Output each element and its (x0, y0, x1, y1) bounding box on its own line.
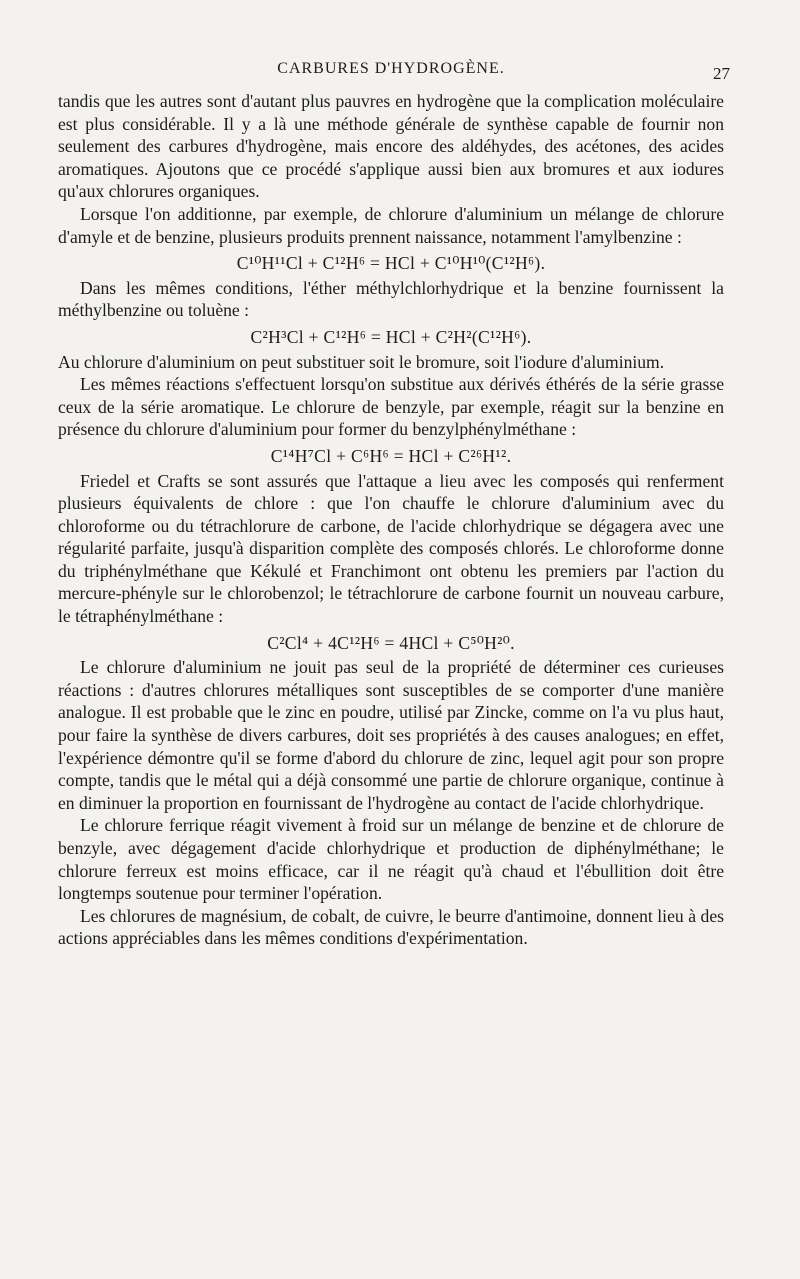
page-body (58, 90, 724, 950)
paragraph: Les mêmes réactions s'effectuent lorsqu'on substitue aux dérivés éthérés de la série grasse ceux de la série aromatique. Le chlorure de benzyle, par exemple, réagit sur la benzine en présence du chlorure d'aluminium pour former du benzylphénylméthane : (58, 374, 724, 440)
paragraph: Lorsque l'on additionne, par exemple, de chlorure d'aluminium un mélange de chlorure d'amyle et de benzine, plusieurs produits prennent naissance, notamment l'amylbenzine : (58, 203, 724, 247)
paragraph: Les chlorures de magnésium, de cobalt, de cuivre, le beurre d'antimoine, donnent lieu à des actions appréciables dans les mêmes conditions d'expérimentation. (58, 905, 724, 949)
chemical-formula: C²H³Cl + C¹²H⁶ = HCl + C²H²(C¹²H⁶). (250, 326, 532, 347)
paragraph: Au chlorure d'aluminium on peut substituer soit le bromure, soit l'iodure d'aluminium. (58, 351, 665, 372)
paragraph: tandis que les autres sont d'autant plus pauvres en hydrogène que la complication moléculaire est plus considérable. Il y a là une méthode générale de synthèse capable de fournir non seulement des carbures d'hydrogène, mais encore des aldéhydes, des acétones, des acides aromatiques. Ajoutons que ce procédé s'applique aussi bien aux bromures et aux iodures qu'aux chlorures organiques. (58, 91, 724, 202)
paragraph: Friedel et Crafts se sont assurés que l'attaque a lieu avec les composés qui renferment plusieurs équivalents de chlore : que l'on chauffe le chlorure d'aluminium avec du chloroforme ou du tétrachlorure de carbone, de l'acide chlorhydrique se dégagera avec une régularité parfaite, jusqu'à disparition complète des composés chlorés. Le chloroforme donne du triphénylméthane que Kékulé et Franchimont ont obtenu les premiers par l'action du mercure-phényle sur le chlorobenzol; le tétrachlorure de carbone fournit un nouveau carbure, le tétraphénylméthane : (58, 470, 724, 627)
chemical-formula: C¹⁴H⁷Cl + C⁶H⁶ = HCl + C²⁶H¹². (270, 445, 512, 466)
paragraph: Le chlorure ferrique réagit vivement à froid sur un mélange de benzine et de chlorure de benzyle, avec dégagement d'acide chlorhydrique et production de diphénylméthane; le chlorure ferreux est moins efficace, car il ne réagit qu'à chaud et l'ébullition doit être longtemps soutenue pour terminer l'opération. (58, 815, 724, 904)
running-title: CARBURES D'HYDROGÈNE. (277, 60, 505, 77)
chemical-formula: C²Cl⁴ + 4C¹²H⁶ = 4HCl + C⁵⁰H²⁰. (267, 632, 515, 653)
page-number: 27 (713, 64, 730, 83)
page-header (58, 60, 730, 86)
chemical-formula: C¹⁰H¹¹Cl + C¹²H⁶ = HCl + C¹⁰H¹⁰(C¹²H⁶). (236, 253, 546, 274)
paragraph: Dans les mêmes conditions, l'éther méthylchlorhydrique et la benzine fournissent la méthylbenzine ou toluène : (58, 277, 724, 321)
paragraph: Le chlorure d'aluminium ne jouit pas seul de la propriété de déterminer ces curieuses réactions : d'autres chlorures métalliques sont susceptibles de se comporter d'une manière analogue. Il est probable que le zinc en poudre, utilisé par Zincke, comme on l'a vu plus haut, pour faire la synthèse de divers carbures, doit ses propriétés à des causes analogues; en effet, l'expérience démontre qu'il se forme d'abord du chlorure de zinc, lequel agit pour son propre compte, tandis que le métal qui a déjà consommé une partie de chlorure organique, continue à en diminuer la proportion en fournissant de l'hydrogène au contact de l'acide chlorhydrique. (58, 657, 724, 813)
